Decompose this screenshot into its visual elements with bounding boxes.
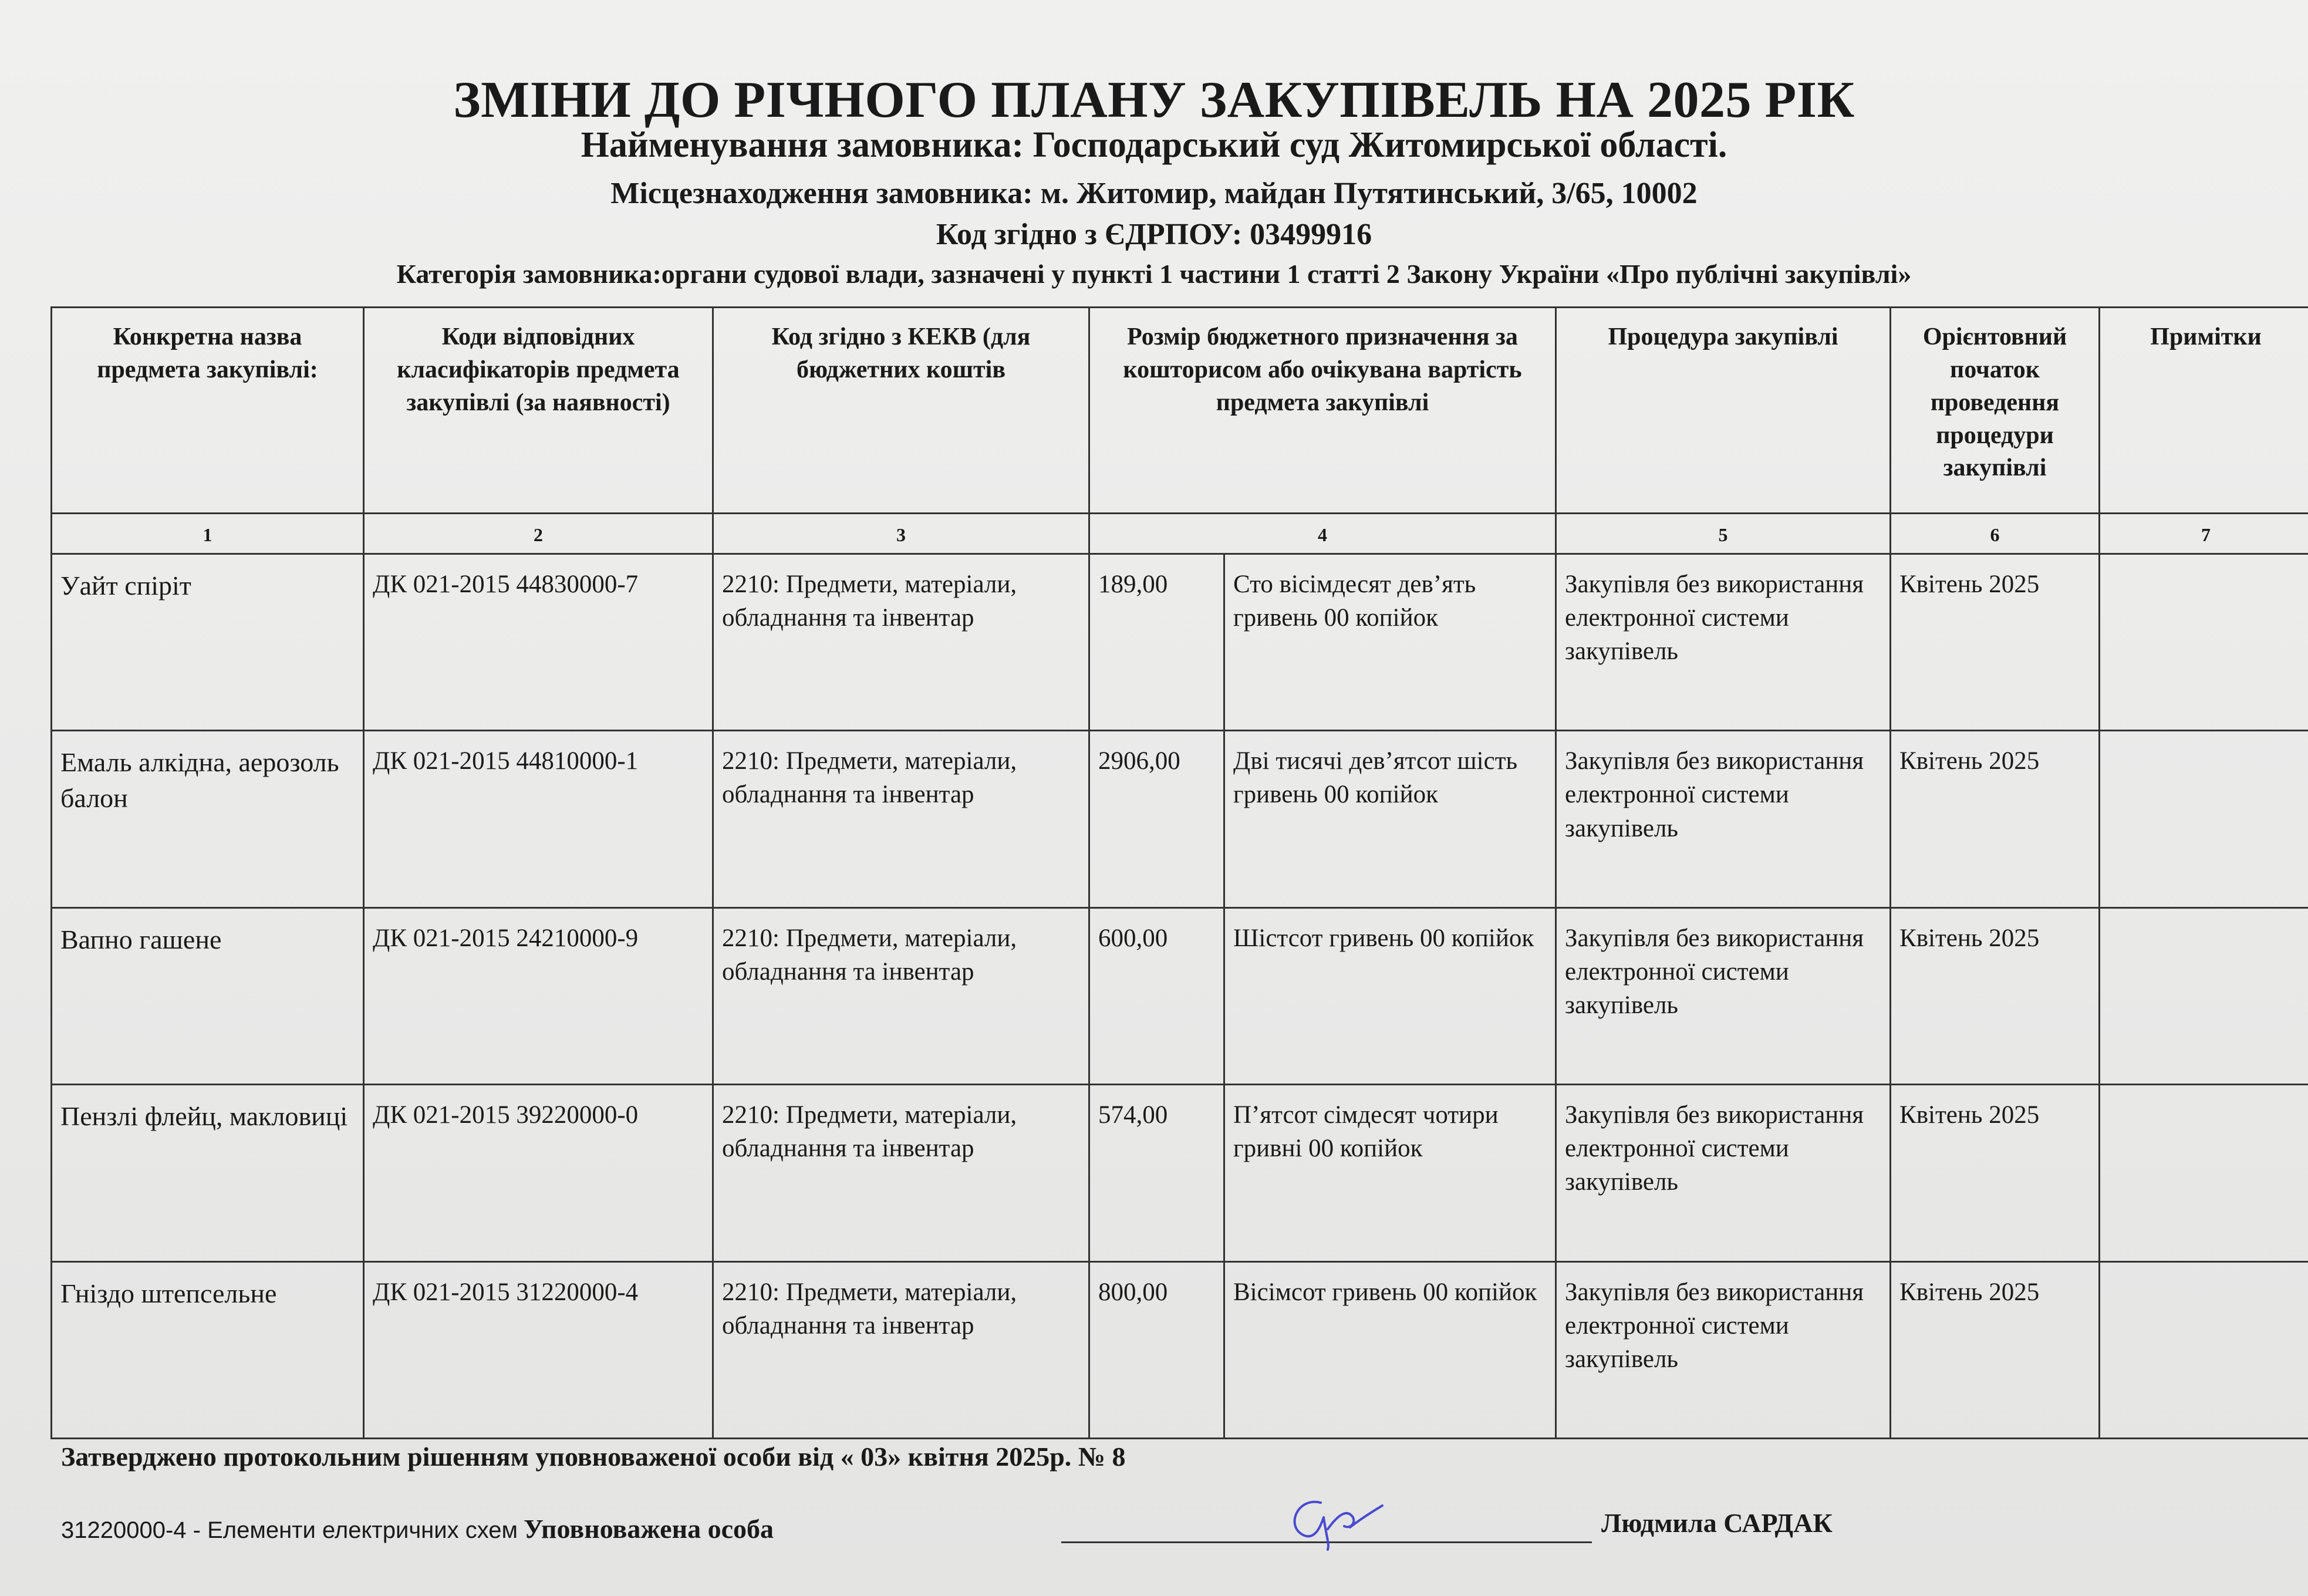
item-notes bbox=[2100, 731, 2308, 907]
customer-category: Категорія замовника:органи судової влади, зазначені у пункті 1 частини 1 статті 2 Закону України «Про публічні закупівлі» bbox=[396, 259, 1912, 289]
cpv-note: 31220000-4 - Елементи електричних схем bbox=[61, 1517, 518, 1543]
table-header-row bbox=[52, 308, 2308, 514]
column-number: 5 bbox=[1556, 514, 1891, 554]
item-name: Гніздо штепсельне bbox=[52, 1261, 364, 1438]
procurement-table bbox=[50, 306, 2308, 1439]
item-name: Вапно гашене bbox=[52, 907, 364, 1084]
item-name: Уайт спіріт bbox=[52, 554, 364, 730]
item-code: ДК 021-2015 44810000-1 bbox=[364, 731, 713, 907]
item-amount: 800,00 bbox=[1089, 1261, 1224, 1438]
column-header: Процедура закупівлі bbox=[1556, 308, 1891, 514]
item-procedure: Закупівля без використання електронної системи закупівель bbox=[1556, 1261, 1891, 1438]
item-code: ДК 021-2015 39220000-0 bbox=[364, 1085, 713, 1261]
item-amount: 189,00 bbox=[1089, 554, 1224, 730]
item-procedure: Закупівля без використання електронної системи закупівель bbox=[1556, 1085, 1891, 1261]
item-amount: 2906,00 bbox=[1089, 731, 1224, 907]
signer-name: Людмила САРДАК bbox=[1601, 1508, 1833, 1538]
column-header: Розмір бюджетного призначення за кошторисом або очікувана вартість предмета закупівлі bbox=[1089, 308, 1556, 514]
customer-edrpou: Код згідно з ЄДРПОУ: 03499916 bbox=[936, 218, 1372, 251]
item-code: ДК 021-2015 31220000-4 bbox=[364, 1261, 713, 1438]
item-procedure: Закупівля без використання електронної системи закупівель bbox=[1556, 554, 1891, 730]
item-kekv: 2210: Предмети, матеріали, обладнання та інвентар bbox=[713, 554, 1089, 730]
column-number: 1 bbox=[52, 514, 364, 554]
customer-name: Найменування замовника: Господарський суд Житомирської області. bbox=[581, 125, 1727, 165]
column-number: 3 bbox=[713, 514, 1089, 554]
column-number-row bbox=[52, 514, 2308, 554]
item-notes bbox=[2100, 554, 2308, 730]
item-notes bbox=[2100, 1261, 2308, 1438]
column-number: 6 bbox=[1891, 514, 2100, 554]
item-code: ДК 021-2015 24210000-9 bbox=[364, 907, 713, 1084]
document-title: ЗМІНИ ДО РІЧНОГО ПЛАНУ ЗАКУПІВЕЛЬ НА 2025 РІК bbox=[453, 72, 1855, 129]
column-number: 4 bbox=[1089, 514, 1556, 554]
handwritten-signature bbox=[1280, 1485, 1391, 1555]
column-header: Конкретна назва предмета закупівлі: bbox=[52, 308, 364, 514]
item-start: Квітень 2025 bbox=[1891, 731, 2100, 907]
item-amount: 600,00 bbox=[1089, 907, 1224, 1084]
table-row bbox=[52, 554, 2308, 730]
item-name: Емаль алкідна, аерозоль балон bbox=[52, 731, 364, 907]
item-notes bbox=[2100, 907, 2308, 1084]
item-amount-words: Сто вісімдесят дев’ять гривень 00 копійок bbox=[1224, 554, 1556, 730]
item-start: Квітень 2025 bbox=[1891, 554, 2100, 730]
item-code: ДК 021-2015 44830000-7 bbox=[364, 554, 713, 730]
item-start: Квітень 2025 bbox=[1891, 907, 2100, 1084]
item-start: Квітень 2025 bbox=[1891, 1085, 2100, 1261]
column-header: Орієнтовний початок проведення процедури закупівлі bbox=[1891, 308, 2100, 514]
item-amount-words: П’ятсот сімдесят чотири гривні 00 копійок bbox=[1224, 1085, 1556, 1261]
column-header: Код згідно з КЕКВ (для бюджетних коштів bbox=[713, 308, 1089, 514]
item-amount-words: Дві тисячі дев’ятсот шість гривень 00 копійок bbox=[1224, 731, 1556, 907]
table-row bbox=[52, 1261, 2308, 1438]
item-procedure: Закупівля без використання електронної системи закупівель bbox=[1556, 731, 1891, 907]
item-kekv: 2210: Предмети, матеріали, обладнання та інвентар bbox=[713, 731, 1089, 907]
item-amount-words: Вісімсот гривень 00 копійок bbox=[1224, 1261, 1556, 1438]
table-row bbox=[52, 907, 2308, 1084]
item-kekv: 2210: Предмети, матеріали, обладнання та інвентар bbox=[713, 1261, 1089, 1438]
approval-note: Затверджено протокольним рішенням уповноваженої особи від « 03» квітня 2025р. № 8 bbox=[61, 1442, 1126, 1472]
table-row bbox=[52, 1085, 2308, 1261]
item-name: Пензлі флейц, макловиці bbox=[52, 1085, 364, 1261]
item-amount: 574,00 bbox=[1089, 1085, 1224, 1261]
item-procedure: Закупівля без використання електронної системи закупівель bbox=[1556, 907, 1891, 1084]
column-header: Коди відповідних класифікаторів предмета закупівлі (за наявності) bbox=[364, 308, 713, 514]
table-row bbox=[52, 731, 2308, 907]
column-number: 2 bbox=[364, 514, 713, 554]
item-start: Квітень 2025 bbox=[1891, 1261, 2100, 1438]
column-header: Примітки bbox=[2100, 308, 2308, 514]
item-amount-words: Шістсот гривень 00 копійок bbox=[1224, 907, 1556, 1084]
column-number: 7 bbox=[2100, 514, 2308, 554]
authorized-label: Уповноважена особа bbox=[524, 1514, 774, 1544]
customer-location: Місцезнаходження замовника: м. Житомир, майдан Путятинський, 3/65, 10002 bbox=[610, 177, 1698, 210]
item-kekv: 2210: Предмети, матеріали, обладнання та інвентар bbox=[713, 907, 1089, 1084]
item-notes bbox=[2100, 1085, 2308, 1261]
signature-block bbox=[61, 1513, 774, 1544]
item-kekv: 2210: Предмети, матеріали, обладнання та інвентар bbox=[713, 1085, 1089, 1261]
